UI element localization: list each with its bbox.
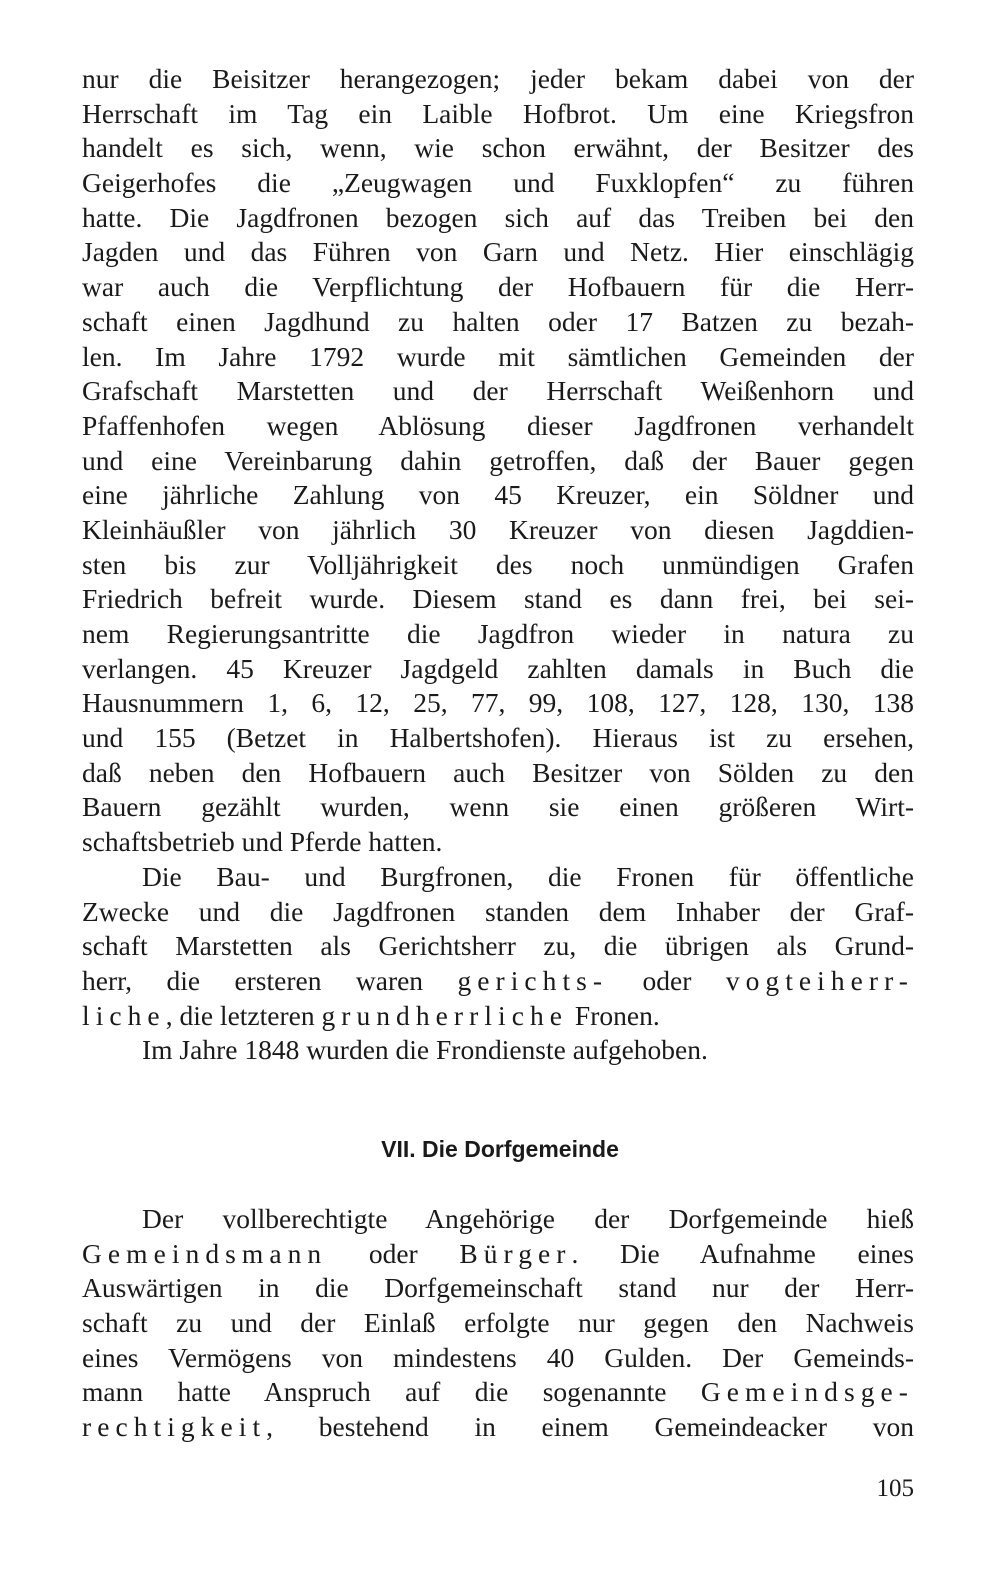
text-line bbox=[82, 1237, 914, 1272]
text-run: oder bbox=[327, 1237, 460, 1269]
text-line: Grafschaft Marstetten und der Herrschaft Weißenhorn und bbox=[82, 375, 914, 407]
text-line: Jagden und das Führen von Garn und Netz. Hier einschlägig bbox=[82, 236, 914, 268]
spaced-term: Gemeindsmann bbox=[82, 1237, 328, 1269]
text-line: Kleinhäußler von jährlich 30 Kreuzer von diesen Jagddien- bbox=[82, 513, 914, 545]
text-run: . Die Aufnahme eines bbox=[571, 1237, 914, 1269]
text-line: und eine Vereinbarung dahin getroffen, daß der Bauer gegen bbox=[82, 444, 914, 476]
text-line: nur die Beisitzer herangezogen; jeder bekam dabei von der bbox=[82, 63, 914, 94]
text-line: eines Vermögens von mindestens 40 Gulden. Der Gemeinds- bbox=[82, 1341, 914, 1373]
text-line: schaftsbetrieb und Pferde hatten. bbox=[82, 826, 443, 858]
text-line: handelt es sich, wenn, wie schon erwähnt, der Besitzer des bbox=[82, 132, 914, 164]
text-run: , die letzteren bbox=[165, 999, 322, 1031]
text-line: Der vollberechtigte Angehörige der Dorfgemeinde hieß bbox=[142, 1203, 914, 1234]
spaced-term: vogteiherr- bbox=[725, 964, 914, 996]
text-line: Bauern gezählt wurden, wenn sie einen größeren Wirt- bbox=[82, 791, 914, 823]
text-line bbox=[82, 999, 914, 1034]
spaced-term: Gemeindsge- bbox=[700, 1376, 914, 1408]
spaced-term: rechtigkeit bbox=[82, 1411, 267, 1443]
section-heading: VII. Die Dorfgemeinde bbox=[381, 1136, 619, 1162]
text-line: Im Jahre 1848 wurden die Frondienste aufgehoben. bbox=[142, 1034, 708, 1066]
text-line: Pfaffenhofen wegen Ablösung dieser Jagdfronen verhandelt bbox=[82, 409, 914, 441]
text-line: Zwecke und die Jagdfronen standen dem Inhaber der Graf- bbox=[82, 895, 914, 927]
text-line: verlangen. 45 Kreuzer Jagdgeld zahlten damals in Buch die bbox=[82, 652, 914, 684]
spaced-term: Bürger bbox=[459, 1237, 572, 1269]
text-run: herr, die ersteren waren bbox=[82, 964, 458, 996]
text-run: mann hatte Anspruch auf die sogenannte bbox=[82, 1376, 701, 1408]
text-line bbox=[82, 1410, 914, 1445]
spaced-term: grundherrliche bbox=[321, 999, 569, 1031]
text-line: nem Regierungsantritte die Jagdfron wieder in natura zu bbox=[82, 618, 914, 649]
text-run: oder bbox=[608, 964, 726, 996]
paragraph-block-2 bbox=[82, 1202, 914, 1445]
text-run: , bestehend in einem Gemeindeacker von bbox=[266, 1411, 914, 1443]
text-line: hatte. Die Jagdfronen bezogen sich auf das Treiben bei den bbox=[82, 201, 914, 233]
page-number: 105 bbox=[876, 1475, 914, 1502]
text-line bbox=[82, 964, 914, 999]
text-line: und 155 (Betzet in Halbertshofen). Hieraus ist zu ersehen, bbox=[82, 722, 914, 754]
text-line: eine jährliche Zahlung von 45 Kreuzer, ein Söldner und bbox=[82, 479, 914, 511]
spaced-term: liche bbox=[82, 999, 166, 1031]
text-line: war auch die Verpflichtung der Hofbauern für die Herr- bbox=[82, 271, 914, 303]
text-line: sten bis zur Volljährigkeit des noch unmündigen Grafen bbox=[82, 548, 914, 580]
text-line: Hausnummern 1, 6, 12, 25, 77, 99, 108, 127, 128, 130, 138 bbox=[82, 687, 914, 719]
text-line: len. Im Jahre 1792 wurde mit sämtlichen Gemeinden der bbox=[82, 340, 914, 372]
text-line: Auswärtigen in die Dorfgemeinschaft stand nur der Herr- bbox=[82, 1272, 914, 1304]
text-line: schaft Marstetten als Gerichtsherr zu, die übrigen als Grund- bbox=[82, 930, 914, 962]
text-run: Fronen. bbox=[568, 999, 660, 1031]
spaced-term: gerichts- bbox=[457, 964, 609, 996]
text-line: Herrschaft im Tag ein Laible Hofbrot. Um eine Kriegsfron bbox=[82, 97, 914, 129]
text-line: Die Bau- und Burgfronen, die Fronen für öffentliche bbox=[142, 860, 914, 892]
paragraph-block-1 bbox=[82, 62, 914, 1068]
text-line: daß neben den Hofbauern auch Besitzer von Sölden zu den bbox=[82, 756, 914, 788]
text-line: schaft zu und der Einlaß erfolgte nur gegen den Nachweis bbox=[82, 1307, 914, 1339]
text-line: Geigerhofes die „Zeugwagen und Fuxklopfen“ zu führen bbox=[82, 167, 914, 199]
text-line: schaft einen Jagdhund zu halten oder 17 Batzen zu bezah- bbox=[82, 305, 914, 337]
text-line bbox=[82, 1375, 914, 1410]
text-line: Friedrich befreit wurde. Diesem stand es dann frei, bei sei- bbox=[82, 583, 914, 615]
